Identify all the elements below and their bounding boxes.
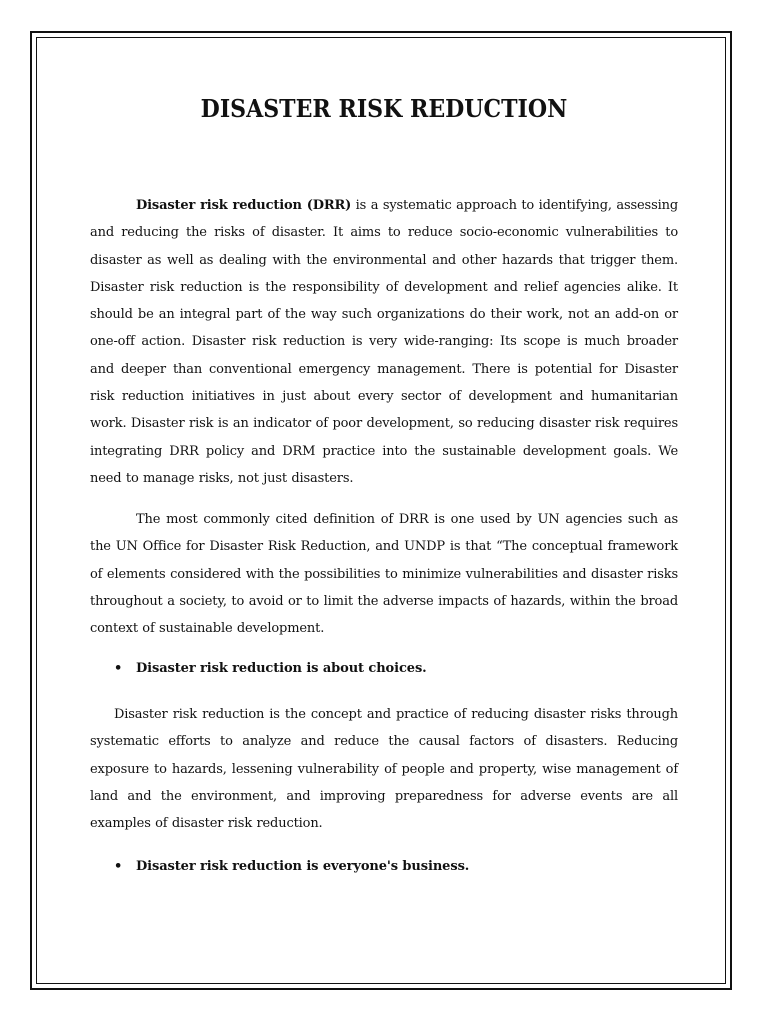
paragraph-lead-term: Disaster risk reduction (DRR) <box>136 198 352 213</box>
bullet-label: Disaster risk reduction is everyone's business. <box>136 859 470 874</box>
paragraph-un-definition: The most commonly cited definition of DRR is one used by UN agencies such as the UN Office for Disaster Risk Reduction, and UNDP is that “The conceptual framework of elements considered with the possibilities to minimize vulnerabilities and disaster risks throughout a society, to avoid or to limit the adverse impacts of hazards, within the broad context of sustainable development. <box>90 512 678 637</box>
paragraph-body-text: is a systematic approach to identifying, assessing and reducing the risks of disaster. It aims to reduce socio-economic vulnerabilities to disaster as well as dealing with the environmental and other hazards that trigger them. Disaster risk reduction is the responsibility of development and relief agencies alike. It should be an integral part of the way such organizations do their work, not an add-on or one-off action. Disaster risk reduction is very wide-ranging: Its scope is much broader and deeper than conventional emergency management. There is potential for Disaster risk reduction initiatives in just about every sector of development and humanitarian work. Disaster risk is an indicator of poor development, so reducing disaster risk requires integrating DRR policy and DRM practice into the sustainable development goals. We need to manage risks, not just disasters. <box>90 198 678 486</box>
bullet-icon: • <box>114 661 123 676</box>
paragraph-concept-practice: Disaster risk reduction is the concept and practice of reducing disaster risks through systematic efforts to analyze and reduce the causal factors of disasters. Reducing exposure to hazards, lessening vulnerability of people and property, wise management of land and the environment, and improving preparedness for adverse events are all examples of disaster risk reduction. <box>90 707 678 832</box>
paragraph-drr-definition <box>90 192 678 492</box>
bullet-icon: • <box>114 859 123 874</box>
document-title: DISASTER RISK REDUCTION <box>200 94 568 123</box>
bullet-label: Disaster risk reduction is about choices. <box>136 661 427 676</box>
